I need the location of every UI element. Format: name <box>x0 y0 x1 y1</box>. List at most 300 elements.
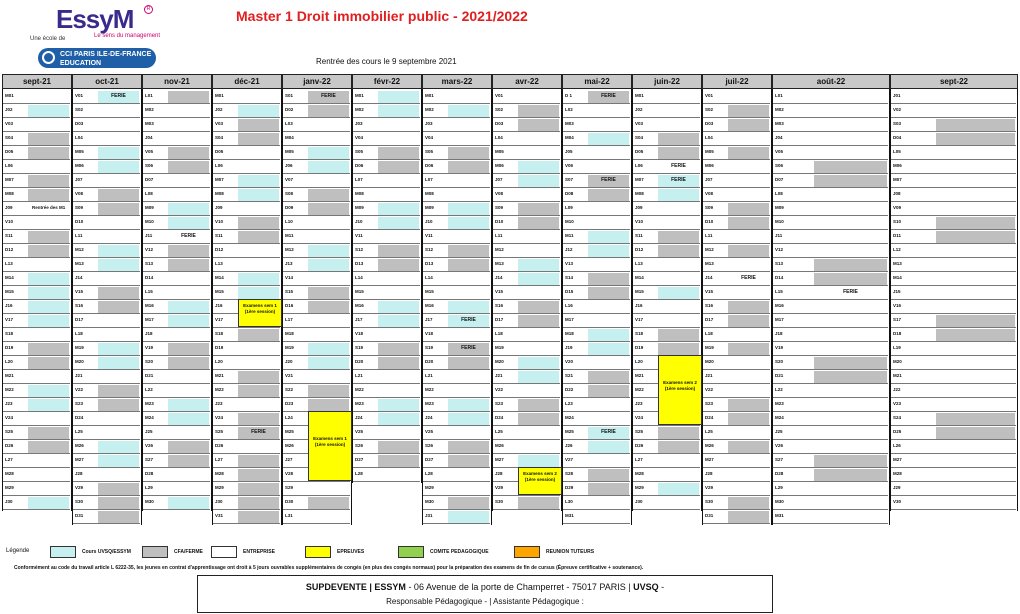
day-label: M15 <box>215 289 224 294</box>
day-row <box>143 272 210 286</box>
day-row <box>353 216 420 230</box>
day-row <box>493 370 560 384</box>
day-label: V24 <box>215 415 224 420</box>
day-label: V26 <box>775 443 784 448</box>
day-row <box>73 426 140 440</box>
day-label: V04 <box>355 135 364 140</box>
day-shade <box>28 245 69 257</box>
day-row <box>493 300 560 314</box>
day-row <box>283 272 350 286</box>
cci-circle-icon <box>42 51 55 64</box>
day-row <box>213 412 280 426</box>
day-label: M05 <box>705 149 714 154</box>
day-label: J26 <box>565 443 573 448</box>
day-label: D23 <box>285 401 294 406</box>
day-shade <box>168 259 209 271</box>
day-row <box>703 440 770 454</box>
day-label: M19 <box>705 345 714 350</box>
day-row <box>633 258 700 272</box>
day-row <box>3 482 70 496</box>
day-row <box>3 342 70 356</box>
day-label: D24 <box>75 415 84 420</box>
day-shade <box>728 217 769 229</box>
day-row <box>283 314 350 328</box>
day-shade <box>588 371 629 383</box>
essym-logo <box>56 4 161 40</box>
day-label: M28 <box>5 471 14 476</box>
day-label: J21 <box>75 373 83 378</box>
day-shade <box>448 455 489 467</box>
day-row <box>493 216 560 230</box>
day-shade <box>518 203 559 215</box>
legend-label-cours: Cours UVSQ/ESSYM <box>82 549 131 555</box>
day-label: L14 <box>425 275 433 280</box>
day-label: M06 <box>495 163 504 168</box>
day-shade <box>378 441 419 453</box>
day-label: D31 <box>705 513 714 518</box>
day-label: J02 <box>5 107 13 112</box>
day-label: L21 <box>425 373 433 378</box>
day-shade <box>238 371 279 383</box>
day-label: M23 <box>425 401 434 406</box>
day-label: M06 <box>75 163 84 168</box>
day-shade <box>936 231 1015 243</box>
day-row <box>703 202 770 216</box>
day-row <box>213 286 280 300</box>
day-shade <box>728 147 769 159</box>
day-row <box>703 286 770 300</box>
day-label: L18 <box>75 331 83 336</box>
day-row <box>283 384 350 398</box>
day-row <box>773 300 888 314</box>
day-row <box>73 300 140 314</box>
day-row <box>3 412 70 426</box>
day-shade <box>98 483 139 495</box>
day-row <box>423 370 490 384</box>
day-label: L04 <box>75 135 83 140</box>
day-row <box>703 314 770 328</box>
day-row <box>353 384 420 398</box>
day-shade <box>936 427 1015 439</box>
day-label: D07 <box>775 177 784 182</box>
day-shade <box>518 175 559 187</box>
day-label: D14 <box>775 275 784 280</box>
day-label: M16 <box>145 303 154 308</box>
day-row <box>493 440 560 454</box>
day-shade <box>98 511 139 523</box>
day-row <box>563 328 630 342</box>
day-row <box>3 426 70 440</box>
day-row <box>423 160 490 174</box>
day-shade <box>28 287 69 299</box>
day-label: M13 <box>75 261 84 266</box>
day-label: L11 <box>495 233 503 238</box>
day-row <box>891 104 1016 118</box>
day-shade <box>448 413 489 425</box>
day-shade <box>168 315 209 327</box>
day-shade <box>936 315 1015 327</box>
day-label: M05 <box>495 149 504 154</box>
day-label: S20 <box>145 359 154 364</box>
day-row <box>423 440 490 454</box>
day-label: S13 <box>775 261 784 266</box>
day-row <box>73 454 140 468</box>
day-shade <box>28 231 69 243</box>
day-shade <box>98 161 139 173</box>
day-row <box>353 174 420 188</box>
day-label: D13 <box>425 261 434 266</box>
day-row <box>633 482 700 496</box>
day-row <box>493 412 560 426</box>
day-shade <box>308 399 349 411</box>
day-row <box>891 482 1016 496</box>
ferie-label: FERIE <box>321 93 336 99</box>
day-label: L15 <box>145 289 153 294</box>
day-row <box>143 146 210 160</box>
day-row <box>213 384 280 398</box>
day-shade <box>518 301 559 313</box>
day-label: M23 <box>775 401 784 406</box>
day-label: D05 <box>215 149 224 154</box>
day-row <box>633 202 700 216</box>
day-row <box>283 244 350 258</box>
day-row <box>3 496 70 510</box>
day-shade <box>308 189 349 201</box>
day-label: V10 <box>215 219 224 224</box>
day-shade <box>518 497 559 509</box>
day-label: V21 <box>285 373 294 378</box>
day-label: S14 <box>565 275 574 280</box>
day-shade <box>308 343 349 355</box>
day-row <box>423 258 490 272</box>
day-label: V31 <box>215 513 224 518</box>
month-header: nov-21 <box>142 74 212 89</box>
day-label: L28 <box>355 471 363 476</box>
month-column <box>890 89 1018 511</box>
day-row <box>283 118 350 132</box>
day-shade <box>98 287 139 299</box>
day-shade <box>98 301 139 313</box>
rentree-note: Rentrée des M1 <box>32 205 66 210</box>
day-label: V04 <box>425 135 434 140</box>
day-row <box>703 118 770 132</box>
day-row <box>563 496 630 510</box>
day-shade <box>378 203 419 215</box>
ferie-label: FERIE <box>111 93 126 99</box>
day-label: J09 <box>215 205 223 210</box>
day-label: M12 <box>705 247 714 252</box>
day-row <box>283 286 350 300</box>
day-shade <box>728 343 769 355</box>
day-row <box>423 356 490 370</box>
day-row <box>773 328 888 342</box>
day-row <box>423 244 490 258</box>
day-row <box>353 244 420 258</box>
day-label: M09 <box>775 205 784 210</box>
day-row <box>493 314 560 328</box>
day-shade <box>518 371 559 383</box>
day-label: L18 <box>495 331 503 336</box>
day-shade <box>658 343 699 355</box>
day-label: V22 <box>75 387 84 392</box>
day-row <box>3 90 70 104</box>
legend-title: Légende <box>6 548 30 554</box>
day-shade <box>378 301 419 313</box>
day-row <box>283 132 350 146</box>
day-row <box>73 244 140 258</box>
day-row <box>283 104 350 118</box>
day-label: D28 <box>145 471 154 476</box>
day-label: L03 <box>285 121 293 126</box>
day-label: D24 <box>495 415 504 420</box>
day-row <box>493 342 560 356</box>
day-row <box>3 174 70 188</box>
ecole-label: Une école de <box>30 36 66 42</box>
day-row <box>423 398 490 412</box>
day-row <box>703 510 770 524</box>
day-row <box>353 146 420 160</box>
month-column <box>772 89 890 525</box>
day-label: J04 <box>775 135 783 140</box>
day-label: L06 <box>635 163 643 168</box>
day-row <box>563 118 630 132</box>
day-label: D19 <box>635 345 644 350</box>
day-row <box>773 104 888 118</box>
day-label: M18 <box>285 331 294 336</box>
legend-swatch-cours <box>50 546 76 558</box>
day-label: V27 <box>565 457 574 462</box>
day-row <box>773 314 888 328</box>
day-row <box>493 174 560 188</box>
day-label: V12 <box>145 247 154 252</box>
month-header: déc-21 <box>212 74 282 89</box>
day-label: M15 <box>425 289 434 294</box>
month-header: mai-22 <box>562 74 632 89</box>
exam-session: (1ère session) <box>244 309 276 314</box>
day-row <box>703 132 770 146</box>
legend-label-reunion: REUNION TUTEURS <box>546 549 595 555</box>
day-label: S20 <box>775 359 784 364</box>
exam-session: (1ère session) <box>524 477 556 482</box>
day-row <box>213 496 280 510</box>
day-row <box>353 454 420 468</box>
day-label: S04 <box>635 135 644 140</box>
day-row <box>773 426 888 440</box>
day-label: J14 <box>705 275 713 280</box>
day-label: J24 <box>425 415 433 420</box>
day-label: L06 <box>215 163 223 168</box>
day-shade <box>238 329 279 341</box>
day-row <box>353 160 420 174</box>
day-label: M08 <box>215 191 224 196</box>
day-row <box>423 90 490 104</box>
day-label: J04 <box>145 135 153 140</box>
day-row <box>143 300 210 314</box>
day-row <box>773 384 888 398</box>
day-label: L27 <box>215 457 223 462</box>
day-shade <box>518 217 559 229</box>
day-label: M12 <box>75 247 84 252</box>
day-label: L27 <box>635 457 643 462</box>
day-shade <box>448 357 489 369</box>
ferie-label: FERIE <box>741 275 756 281</box>
day-shade <box>98 357 139 369</box>
day-label: D20 <box>425 359 434 364</box>
day-shade <box>378 161 419 173</box>
day-row <box>891 258 1016 272</box>
day-row <box>353 412 420 426</box>
day-row <box>423 216 490 230</box>
exam-block <box>238 299 282 327</box>
day-row <box>213 216 280 230</box>
day-shade <box>518 273 559 285</box>
day-label: M09 <box>355 205 364 210</box>
exam-title: Examens sem 2 <box>663 380 697 385</box>
day-label: L29 <box>775 485 783 490</box>
day-row <box>773 398 888 412</box>
day-label: M27 <box>705 457 714 462</box>
day-label: S16 <box>705 303 714 308</box>
month-column <box>562 89 632 525</box>
day-label: M21 <box>215 373 224 378</box>
day-row <box>353 468 420 482</box>
day-row <box>703 412 770 426</box>
day-shade <box>168 441 209 453</box>
day-label: V19 <box>775 345 784 350</box>
day-label: V18 <box>355 331 364 336</box>
day-label: J31 <box>425 513 433 518</box>
cci-line1: CCI PARIS ILE-DE-FRANCE <box>60 51 152 58</box>
day-row <box>423 328 490 342</box>
day-label: V26 <box>145 443 154 448</box>
day-label: J17 <box>355 317 363 322</box>
day-row <box>143 258 210 272</box>
cci-line2: EDUCATION <box>60 60 102 67</box>
exam-title: Examens sem 2 <box>523 471 557 476</box>
day-row <box>493 426 560 440</box>
day-row <box>891 440 1016 454</box>
day-shade <box>28 385 69 397</box>
day-row <box>891 132 1016 146</box>
day-row <box>73 398 140 412</box>
day-label: S30 <box>75 499 84 504</box>
day-row <box>3 146 70 160</box>
day-label: M11 <box>285 233 294 238</box>
day-label: M10 <box>145 219 154 224</box>
month-header: oct-21 <box>72 74 142 89</box>
day-label: J18 <box>775 331 783 336</box>
day-row <box>891 216 1016 230</box>
day-shade <box>448 217 489 229</box>
day-label: L14 <box>355 275 363 280</box>
day-label: J27 <box>285 457 293 462</box>
day-label: V30 <box>893 499 902 504</box>
month-header: janv-22 <box>282 74 352 89</box>
day-row <box>353 370 420 384</box>
day-row <box>143 216 210 230</box>
footer-end: - <box>658 582 665 592</box>
day-row <box>563 300 630 314</box>
legend-swatch-cfa <box>142 546 168 558</box>
day-shade <box>728 203 769 215</box>
day-label: J23 <box>635 401 643 406</box>
day-row <box>423 510 490 524</box>
day-label: J19 <box>565 345 573 350</box>
day-label: V12 <box>775 247 784 252</box>
day-label: S11 <box>635 233 643 238</box>
day-shade <box>378 259 419 271</box>
day-row <box>773 370 888 384</box>
day-label: D19 <box>215 345 224 350</box>
day-label: M16 <box>425 303 434 308</box>
day-row <box>423 230 490 244</box>
day-label: M19 <box>75 345 84 350</box>
day-shade <box>448 105 489 117</box>
day-row <box>3 300 70 314</box>
day-row <box>73 174 140 188</box>
day-row <box>891 328 1016 342</box>
day-row <box>891 300 1016 314</box>
day-label: D15 <box>565 289 574 294</box>
day-row <box>3 258 70 272</box>
day-row <box>283 160 350 174</box>
day-row <box>3 188 70 202</box>
day-row <box>703 230 770 244</box>
day-label: D14 <box>145 275 154 280</box>
day-label: M30 <box>775 499 784 504</box>
day-label: V07 <box>285 177 294 182</box>
month-column <box>352 89 422 483</box>
day-label: V17 <box>635 317 644 322</box>
day-shade <box>28 301 69 313</box>
day-row <box>891 174 1016 188</box>
day-row <box>563 356 630 370</box>
day-row <box>423 300 490 314</box>
day-row <box>213 244 280 258</box>
day-shade <box>378 217 419 229</box>
day-row <box>773 216 888 230</box>
day-row <box>773 202 888 216</box>
exam-title: Examens sem 1 <box>313 436 347 441</box>
day-label: J23 <box>5 401 13 406</box>
day-label: S06 <box>775 163 784 168</box>
legend-label-epreuves: EPREUVES <box>337 549 365 555</box>
day-row <box>213 118 280 132</box>
day-label: V11 <box>425 233 433 238</box>
day-row <box>3 118 70 132</box>
day-label: M13 <box>893 261 902 266</box>
day-shade <box>448 203 489 215</box>
day-label: D31 <box>75 513 84 518</box>
day-shade <box>728 301 769 313</box>
month-column <box>422 89 492 525</box>
day-label: D27 <box>425 457 434 462</box>
day-row <box>773 188 888 202</box>
day-label: J05 <box>565 149 573 154</box>
exam-title: Examens sem 1 <box>243 303 277 308</box>
day-label: J28 <box>75 471 83 476</box>
day-label: L07 <box>425 177 433 182</box>
cci-logo <box>38 48 156 68</box>
day-shade <box>238 105 279 117</box>
day-row <box>143 244 210 258</box>
day-label: J22 <box>893 387 901 392</box>
day-row <box>353 272 420 286</box>
day-row <box>773 468 888 482</box>
day-label: J15 <box>893 289 901 294</box>
legend-swatch-epreuves <box>305 546 331 558</box>
day-label: M14 <box>215 275 224 280</box>
